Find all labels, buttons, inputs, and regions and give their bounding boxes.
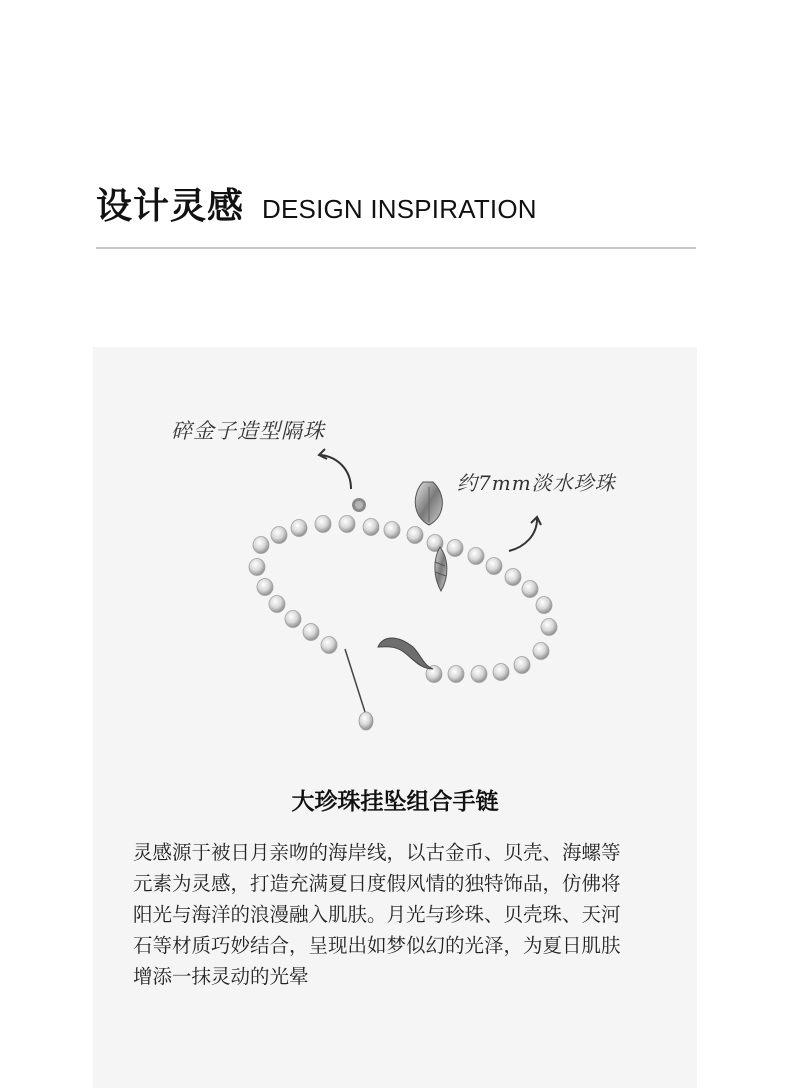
pearl-bead [291, 520, 307, 537]
pearl-bead [493, 664, 509, 681]
wave-charm [378, 638, 433, 669]
product-description [133, 837, 663, 992]
section-header [96, 178, 537, 229]
description-line: 阳光与海洋的浪漫融入肌肤。月光与珍珠、贝壳珠、天河 [133, 903, 621, 926]
pearl-strand [249, 516, 557, 683]
product-name: 大珍珠挂坠组合手链 [291, 789, 499, 815]
pearl-bead [541, 619, 557, 636]
pearl-bead [271, 527, 287, 544]
pearl-bead [384, 522, 400, 539]
pearl-bead [303, 624, 319, 641]
pearl-bead [447, 540, 463, 557]
arrow-to-spacer [321, 455, 351, 489]
pearl-bead [315, 516, 331, 533]
pearl-bead [407, 527, 423, 544]
pearl-bead [514, 657, 530, 674]
pearl-bead [321, 637, 337, 654]
pearl-bead [363, 519, 379, 536]
description-line: 灵感源于被日月亲吻的海岸线，以古金币、贝壳、海螺等 [133, 841, 621, 864]
pearl-bead [448, 666, 464, 683]
conch-pendant [435, 547, 447, 591]
pearl-bead [257, 579, 273, 596]
description-line: 增添一抹灵动的光晕 [133, 965, 309, 988]
description-line: 石等材质巧妙结合，呈现出如梦似幻的光泽，为夏日肌肤 [133, 934, 621, 957]
pearl-bead [536, 597, 552, 614]
pearl-bead [468, 548, 484, 565]
pearl-bead [486, 558, 502, 575]
description-line: 元素为灵感，打造充满夏日度假风情的独特饰品，仿佛将 [133, 872, 621, 895]
pearl-bead [253, 537, 269, 554]
arrow-to-pearl [509, 519, 537, 551]
drop-chain [345, 649, 365, 712]
pearl-bead [505, 569, 521, 586]
pearl-bead [339, 516, 355, 533]
drop-pearl [359, 712, 373, 730]
section-title-en: DESIGN INSPIRATION [262, 194, 537, 224]
annotation-pearl-size: 约7mm淡水珍珠 [457, 471, 616, 495]
gold-spacer-bead [352, 498, 366, 512]
header-divider [96, 247, 696, 249]
annotation-spacer-bead: 碎金子造型隔珠 [171, 419, 325, 443]
pearl-bead [471, 666, 487, 683]
pearl-bead [269, 596, 285, 613]
pearl-bead [522, 581, 538, 598]
inspiration-panel [93, 347, 697, 1088]
pearl-bead [533, 643, 549, 660]
bracelet-illustration [93, 347, 697, 767]
pearl-bead [249, 559, 265, 576]
shell-pendant [415, 482, 442, 525]
section-title-cn: 设计灵感 [96, 186, 245, 227]
pearl-bead [285, 611, 301, 628]
